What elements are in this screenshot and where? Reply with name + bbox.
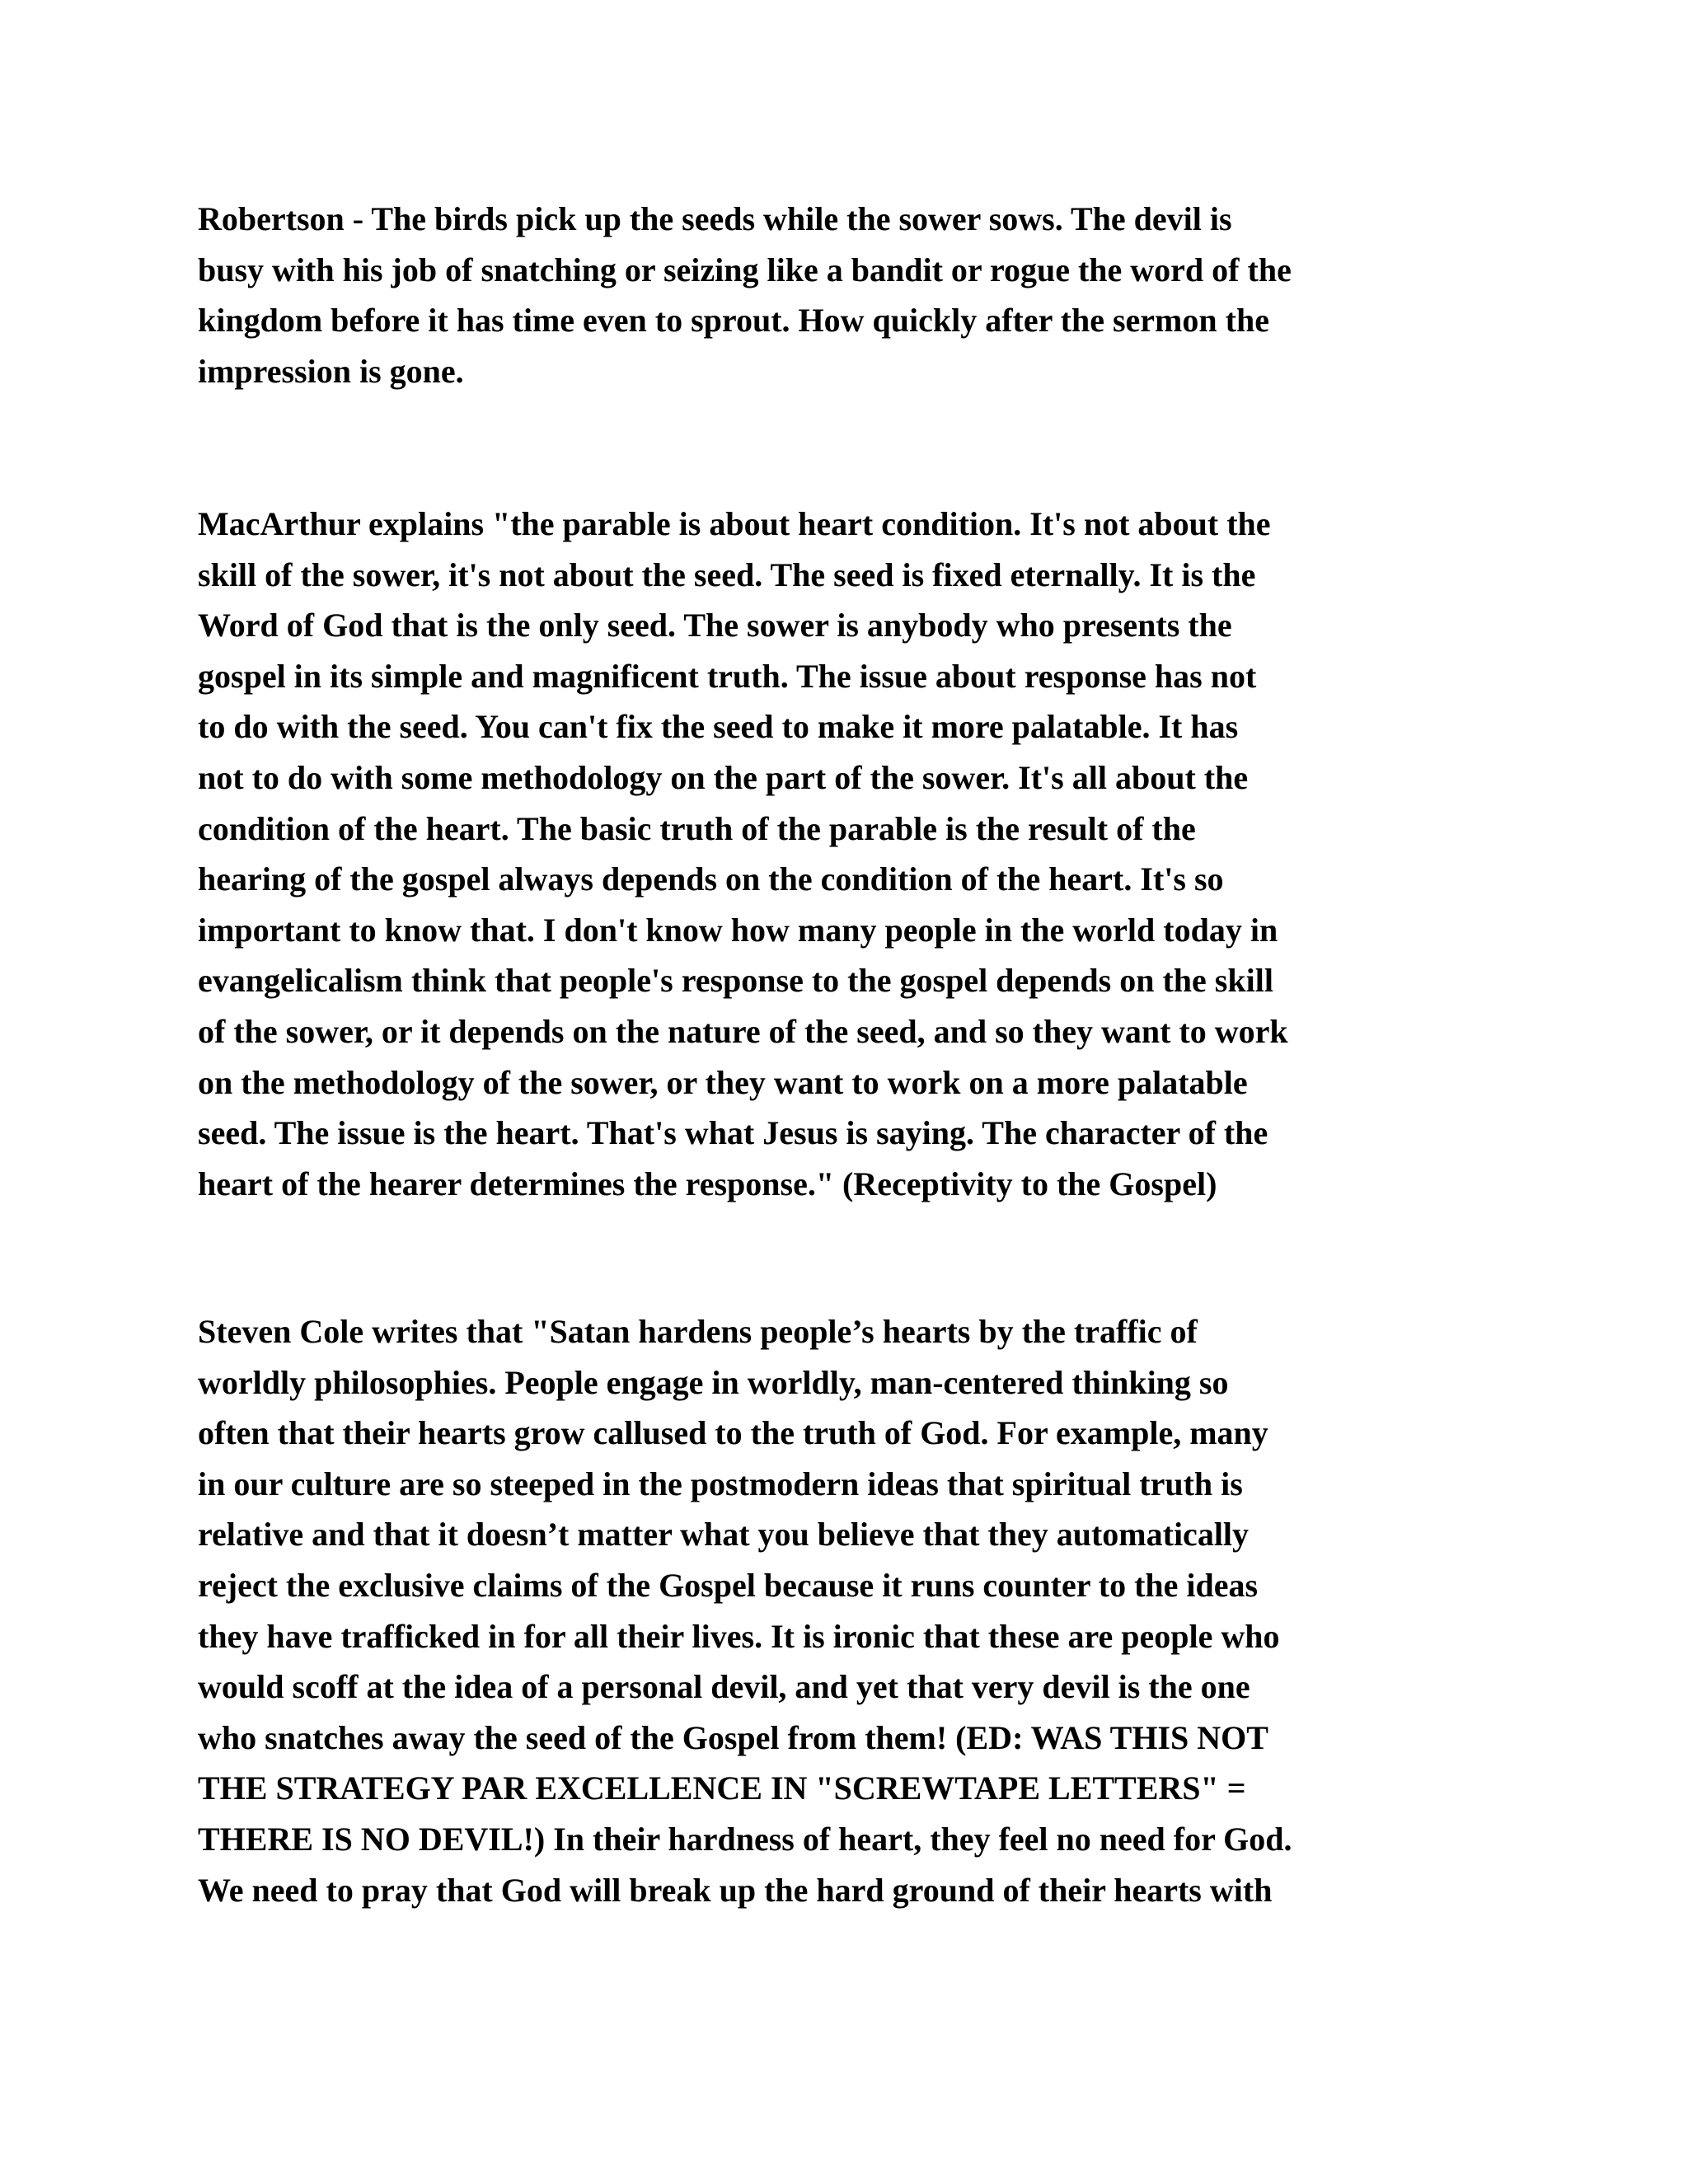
text-line: reject the exclusive claims of the Gospel because it runs counter to the ideas [198,1566,1259,1604]
text-line: who snatches away the seed of the Gospel from them! (ED: WAS THIS NOT [198,1718,1268,1756]
text-line: they have trafficked in for all their lives. It is ironic that these are people who [198,1617,1280,1655]
paragraph-steven-cole [198,1306,1484,1915]
text-line: heart of the hearer determines the response." (Receptivity to the Gospel) [198,1165,1217,1202]
text-line: We need to pray that God will break up the hard ground of their hearts with [198,1871,1273,1909]
text-line: MacArthur explains "the parable is about heart condition. It's not about the [198,505,1271,542]
text-line: Robertson - The birds pick up the seeds while the sower sows. The devil is [198,200,1232,237]
text-line: evangelicalism think that people's response to the gospel depends on the skill [198,962,1273,1000]
text-line: of the sower, or it depends on the nature of the seed, and so they want to work [198,1012,1288,1050]
text-line: THE STRATEGY PAR EXCELLENCE IN "SCREWTAPE LETTERS" = [198,1769,1246,1807]
text-line: worldly philosophies. People engage in worldly, man-centered thinking so [198,1363,1229,1401]
text-line: often that their hearts grow callused to the truth of God. For example, many [198,1414,1268,1452]
text-line: to do with the seed. You can't fix the seed to make it more palatable. It has [198,708,1239,746]
text-line: impression is gone. [198,352,464,390]
text-line: Word of God that is the only seed. The sower is anybody who presents the [198,607,1232,644]
text-line: gospel in its simple and magnificent truth. The issue about response has not [198,657,1257,695]
paragraph-robertson [198,194,1484,396]
text-line: skill of the sower, it's not about the seed. The seed is fixed eternally. It is the [198,555,1256,593]
text-line: kingdom before it has time even to sprout. How quickly after the sermon the [198,302,1269,340]
text-line: relative and that it doesn’t matter what you believe that they automatically [198,1516,1250,1554]
text-line: not to do with some methodology on the part of the sower. It's all about the [198,758,1249,796]
paragraph-macarthur [198,499,1484,1209]
text-line: in our culture are so steeped in the postmodern ideas that spiritual truth is [198,1465,1243,1502]
text-line: important to know that. I don't know how many people in the world today in [198,911,1278,949]
text-line: condition of the heart. The basic truth of the parable is the result of the [198,809,1196,847]
text-line: on the methodology of the sower, or they want to work on a more palatable [198,1063,1248,1101]
text-line: Steven Cole writes that "Satan hardens people’s hearts by the traffic of [198,1313,1198,1350]
text-line: hearing of the gospel always depends on the condition of the heart. It's so [198,860,1224,898]
text-line: seed. The issue is the heart. That's what Jesus is saying. The character of the [198,1114,1268,1152]
text-line: would scoff at the idea of a personal devil, and yet that very devil is the one [198,1668,1250,1706]
text-line: busy with his job of snatching or seizing like a bandit or rogue the word of the [198,251,1292,288]
text-line: THERE IS NO DEVIL!) In their hardness of heart, they feel no need for God. [198,1820,1292,1858]
